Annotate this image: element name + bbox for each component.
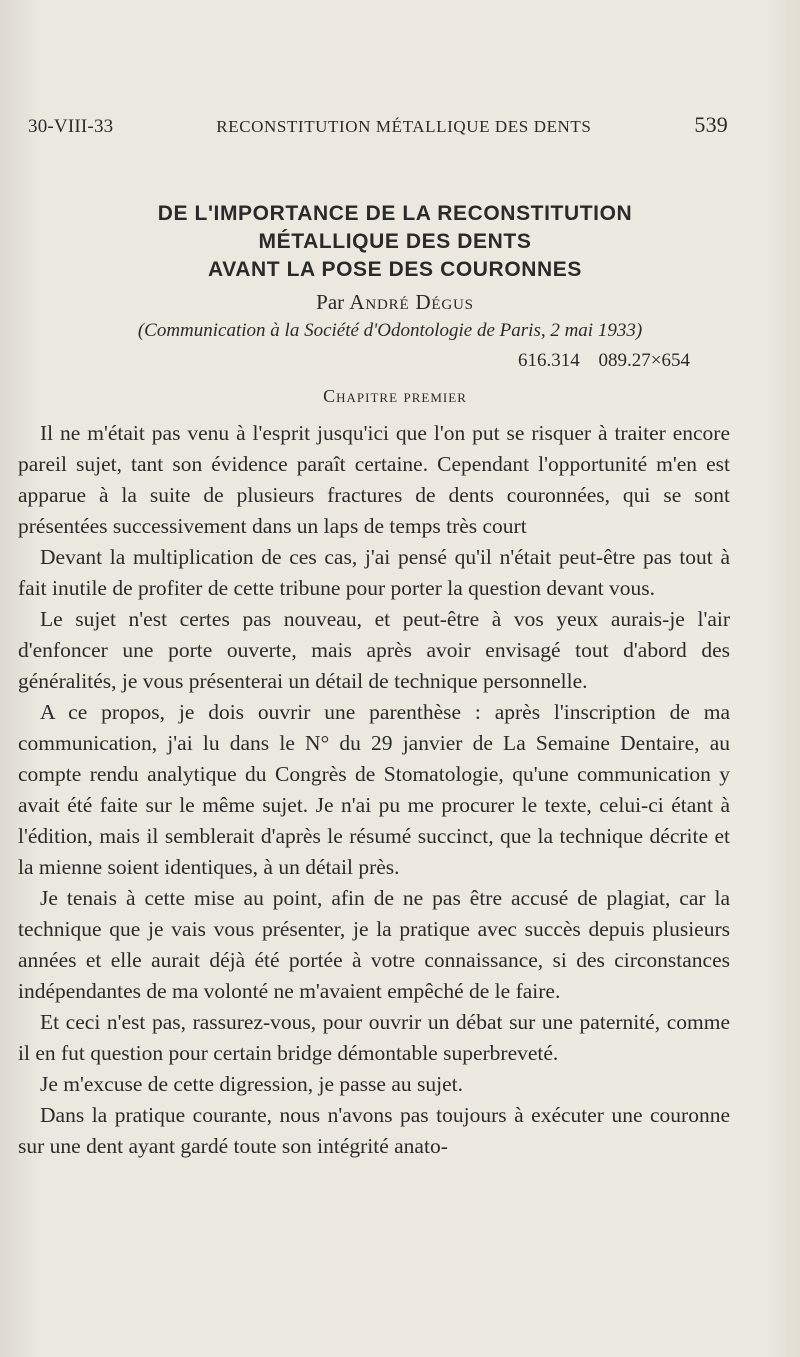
byline-prefix: Par: [316, 290, 345, 314]
paragraph-8: Dans la pratique courante, nous n'avons pas toujours à exécuter une couronne sur une dent ayant gardé toute son intégrité anato-: [18, 1103, 730, 1158]
chapter-heading: Chapitre premier: [323, 386, 467, 406]
title-line-2: MÉTALLIQUE DES DENTS: [258, 230, 532, 253]
paragraph-7: Je m'excuse de cette digression, je passe au sujet.: [40, 1072, 463, 1096]
running-header: [28, 112, 728, 138]
page-number: 539: [694, 112, 728, 137]
running-title: RECONSTITUTION MÉTALLIQUE DES DENTS: [216, 117, 592, 136]
title-line-1: DE L'IMPORTANCE DE LA RECONSTITUTION: [157, 202, 633, 225]
classification-code: 616.314 089.27×654: [518, 350, 690, 371]
paragraph-4: A ce propos, je dois ouvrir une parenthèse : après l'inscription de ma communication, j'ai lu dans le N° du 29 janvier de La Semaine Dentaire, au compte rendu analytique du Congrès de Stomatologie, qu'une communication y avait été faite sur le même sujet. Je n'ai pu me procurer le texte, celui-ci étant à l'édition, mais il semblerait d'après le résumé succinct, que la technique décrite et la mienne soient identiques, à un détail près.: [18, 700, 730, 879]
byline: [60, 290, 730, 315]
article-title: [60, 200, 730, 284]
paragraph-6: Et ceci n'est pas, rassurez-vous, pour ouvrir un débat sur une paternité, comme il en fut question pour certain bridge démontable superbreveté.: [18, 1010, 730, 1065]
communication-note: (Communication à la Société d'Odontologie de Paris, 2 mai 1933): [137, 320, 643, 341]
paragraph-1: Il ne m'était pas venu à l'esprit jusqu'ici que l'on put se risquer à traiter encore pareil sujet, tant son évidence paraît certaine. Cependant l'opportunité m'en est apparue à la suite de plusieurs fractures de dents couronnées, qui se sont présentées successivement dans un laps de temps très court: [18, 421, 730, 538]
issue-date: 30-VIII-33: [28, 116, 114, 137]
title-line-3: AVANT LA POSE DES COURONNES: [207, 258, 582, 281]
article-body: [18, 418, 730, 1162]
author-name: André Dégus: [349, 290, 474, 314]
paragraph-3: Le sujet n'est certes pas nouveau, et peut-être à vos yeux aurais-je l'air d'enfoncer une porte ouverte, mais après avoir envisagé tout d'abord des généralités, je vous présenterai un détail de technique personnelle.: [18, 607, 730, 693]
paragraph-2: Devant la multiplication de ces cas, j'ai pensé qu'il n'était peut-être pas tout à fait inutile de profiter de cette tribune pour porter la question devant vous.: [18, 545, 730, 600]
paragraph-5: Je tenais à cette mise au point, afin de ne pas être accusé de plagiat, car la technique que je vais vous présenter, je la pratique avec succès depuis plusieurs années et elle aurait déjà été portée à votre connaissance, si des circonstances indépendantes de ma volonté ne m'avaient empêché de le faire.: [18, 886, 730, 1003]
